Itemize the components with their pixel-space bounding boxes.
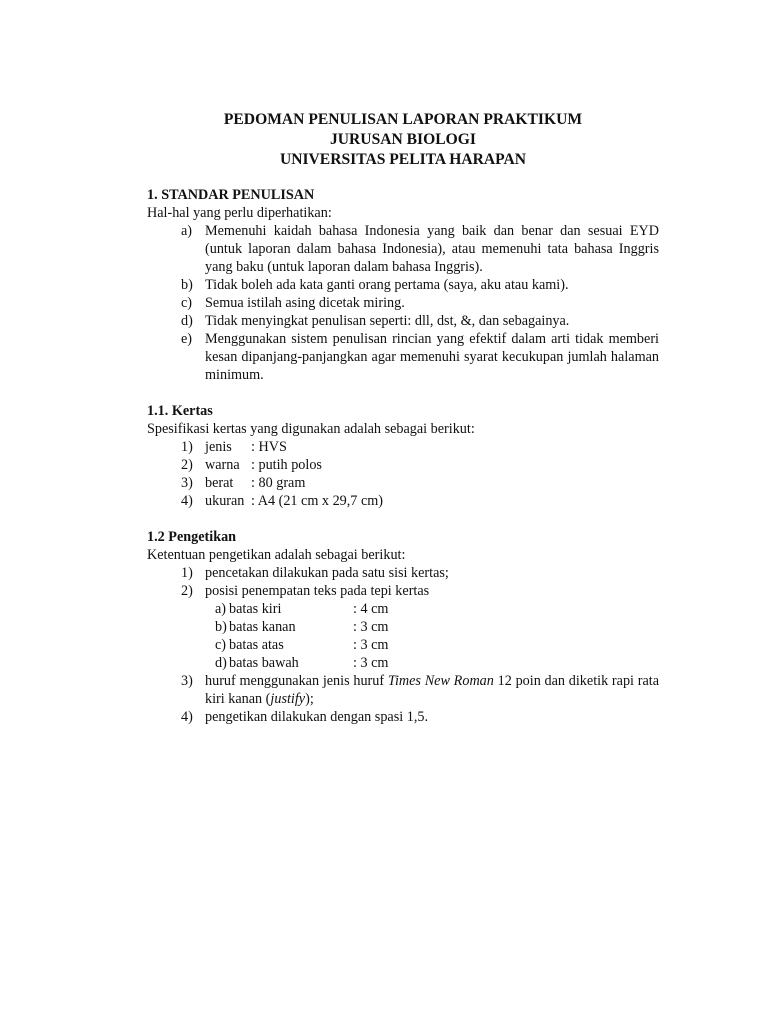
list-marker: c) — [181, 295, 193, 311]
list-item-text: Tidak boleh ada kata ganti orang pertama (saya, aku atau kami). — [205, 277, 569, 293]
spec-value: : putih polos — [251, 457, 322, 473]
italic-text: justify — [270, 691, 306, 707]
list-marker: 2) — [181, 457, 193, 473]
spec-key: warna — [205, 457, 240, 473]
typing-rules-list-cont — [147, 672, 659, 726]
text-run: huruf menggunakan jenis huruf — [205, 673, 388, 689]
list-item — [147, 474, 659, 492]
list-item-text: Menggunakan sistem penulisan rincian yang efektif dalam arti tidak memberi kesan dipanjang-panjangkan agar memenuhi syarat kecukupan jumlah halaman minimum. — [205, 331, 659, 383]
typing-rules-list — [147, 564, 659, 600]
spec-key: jenis — [205, 439, 232, 455]
document-page — [147, 110, 659, 726]
sublist-marker: b) — [215, 619, 227, 635]
spec-value: : A4 (21 cm x 29,7 cm) — [251, 493, 384, 509]
spec-key: berat — [205, 475, 234, 491]
list-item — [147, 330, 659, 384]
section-1-intro: Hal-hal yang perlu diperhatikan: — [147, 205, 332, 221]
sublist-item — [147, 636, 659, 654]
section-1-1-intro: Spesifikasi kertas yang digunakan adalah sebagai berikut: — [147, 421, 475, 437]
list-item — [147, 438, 659, 456]
list-marker: 4) — [181, 709, 193, 725]
sublist-item — [147, 618, 659, 636]
list-item-text: pengetikan dilakukan dengan spasi 1,5. — [205, 709, 429, 725]
list-marker: 4) — [181, 493, 193, 509]
list-item-text — [205, 672, 659, 708]
section-1-1-heading: 1.1. Kertas — [147, 403, 213, 419]
sublist-marker: d) — [215, 655, 227, 671]
text-run: ); — [305, 691, 314, 707]
spec-value: : 80 gram — [251, 475, 306, 491]
text-run: 12 poin dan diketik rapi rata kiri kanan ( — [205, 673, 659, 707]
list-item — [147, 672, 659, 708]
paper-spec-list — [147, 438, 659, 510]
title-line-1: PEDOMAN PENULISAN LAPORAN PRAKTIKUM — [223, 111, 583, 128]
list-item — [147, 708, 659, 726]
sublist-item — [147, 600, 659, 618]
list-marker: 1) — [181, 439, 193, 455]
list-item — [147, 222, 659, 276]
list-item-text: Semua istilah asing dicetak miring. — [205, 295, 405, 311]
margin-sublist — [147, 600, 659, 672]
list-item — [147, 312, 659, 330]
document-title — [147, 110, 659, 170]
list-marker: b) — [181, 277, 193, 293]
margin-value: : 3 cm — [353, 637, 389, 653]
sublist-marker: a) — [215, 601, 227, 617]
list-marker: a) — [181, 223, 193, 239]
list-item — [147, 456, 659, 474]
spec-key: ukuran — [205, 493, 245, 509]
italic-text: Times New Roman — [387, 673, 494, 689]
list-marker: 3) — [181, 475, 193, 491]
spec-value: : HVS — [251, 439, 287, 455]
section-1-2-intro: Ketentuan pengetikan adalah sebagai berikut: — [147, 547, 406, 563]
list-item — [147, 276, 659, 294]
list-item — [147, 582, 659, 600]
title-line-2: JURUSAN BIOLOGI — [329, 131, 476, 148]
margin-value: : 3 cm — [353, 655, 389, 671]
margin-key: batas kiri — [229, 601, 282, 617]
margin-key: batas atas — [229, 637, 284, 653]
title-line-3: UNIVERSITAS PELITA HARAPAN — [279, 151, 527, 168]
list-marker: 2) — [181, 583, 193, 599]
margin-value: : 3 cm — [353, 619, 389, 635]
list-item-text: Tidak menyingkat penulisan seperti: dll, dst, &, dan sebagainya. — [205, 313, 570, 329]
list-item-text: pencetakan dilakukan pada satu sisi kertas; — [205, 565, 449, 581]
section-1-list — [147, 222, 659, 384]
list-marker: 3) — [181, 673, 193, 689]
section-1-2-heading: 1.2 Pengetikan — [147, 529, 237, 545]
list-marker: d) — [181, 313, 193, 329]
list-item-text: posisi penempatan teks pada tepi kertas — [205, 583, 430, 599]
margin-key: batas kanan — [229, 619, 296, 635]
list-item — [147, 492, 659, 510]
margin-key: batas bawah — [229, 655, 299, 671]
sublist-marker: c) — [215, 637, 227, 653]
list-marker: e) — [181, 331, 193, 347]
list-marker: 1) — [181, 565, 193, 581]
section-1-heading: 1. STANDAR PENULISAN — [147, 187, 315, 203]
list-item-text: Memenuhi kaidah bahasa Indonesia yang baik dan benar dan sesuai EYD (untuk laporan dalam bahasa Indonesia), atau memenuhi tata bahasa Inggris yang baku (untuk laporan dalam bahasa Inggris). — [205, 223, 659, 275]
list-item — [147, 564, 659, 582]
sublist-item — [147, 654, 659, 672]
list-item — [147, 294, 659, 312]
margin-value: : 4 cm — [353, 601, 389, 617]
